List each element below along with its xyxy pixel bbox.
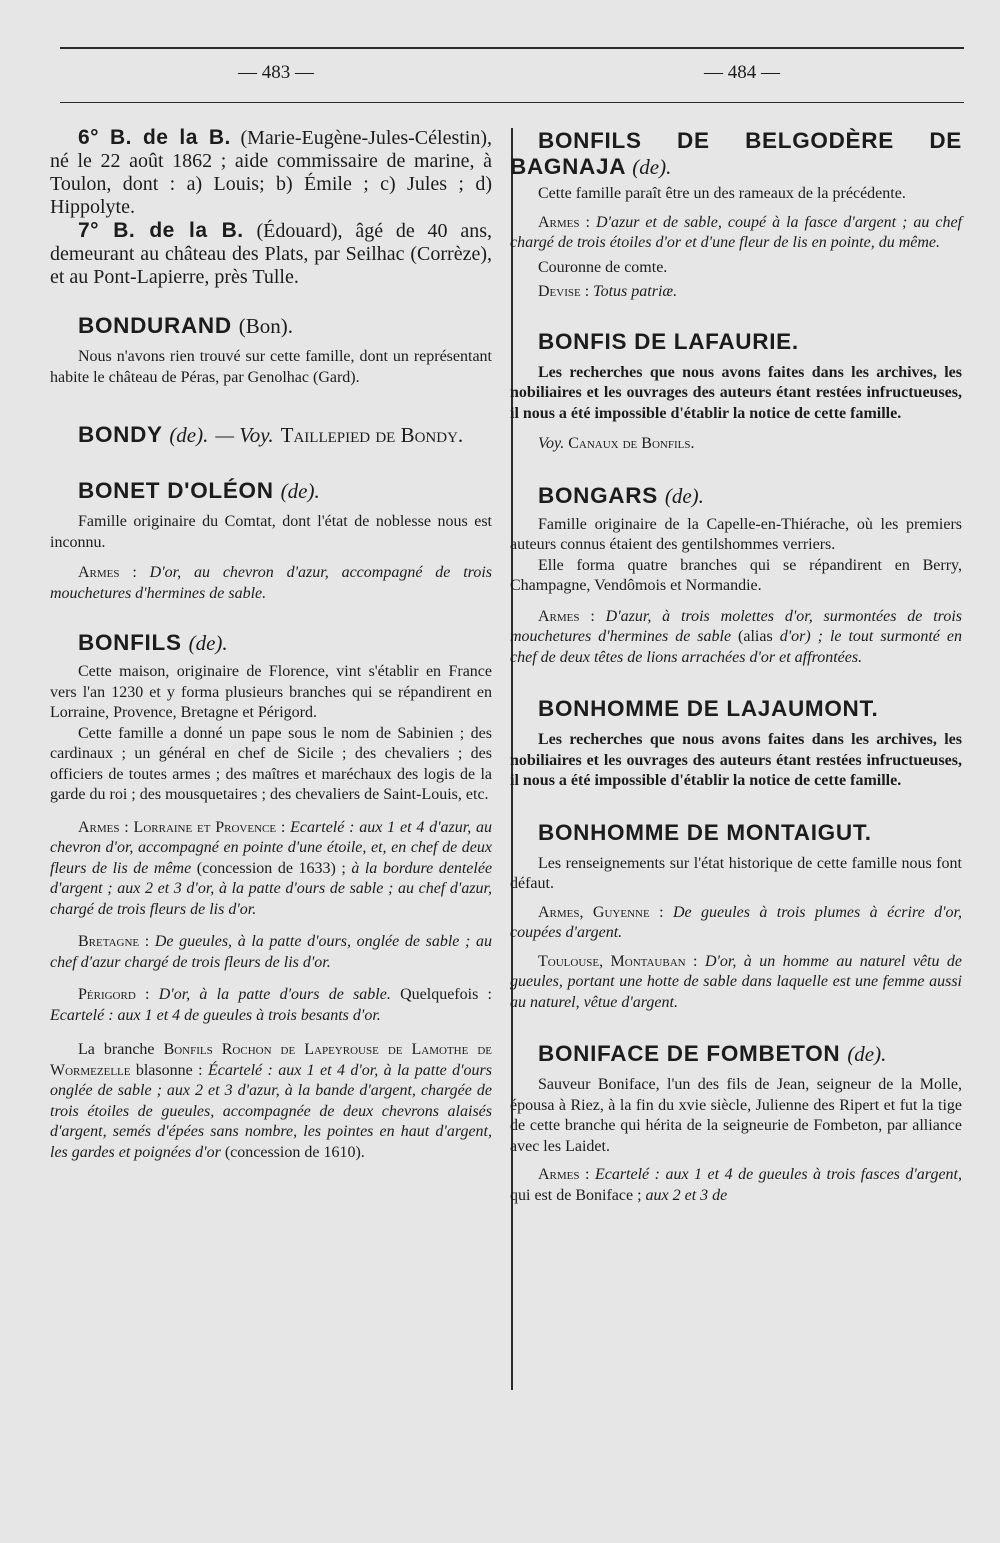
bondy-heading [50, 422, 492, 448]
bondurand-title: (Bon). [238, 314, 293, 338]
bongars-armes [510, 607, 962, 669]
perigord-text-1: D'or, à la patte d'ours de sable. [158, 986, 391, 1003]
left-column [50, 120, 492, 1163]
branche-armes [50, 1040, 492, 1163]
boniface-armes-text-1: Ecartelé : aux 1 et 4 de gueules à trois fasces d'argent, [594, 1166, 962, 1183]
boniface-text: Sauveur Boniface, l'un des fils de Jean, seigneur de la Molle, épousa à Riez, à la fin du xvie siècle, Julienne des Ripert et fut la tige de cette branche qui hérita de la seigneurie de Fombeton, par alliance avec les Laidet. [510, 1076, 962, 1155]
bonfils-name: BONFILS [78, 630, 182, 655]
bonet-name: BONET D'OLÉON [78, 478, 274, 503]
bongars-heading [510, 483, 962, 509]
bondurand-text: Nous n'avons rien trouvé sur cette famille, dont un représentant habite le château de Péras, par Genolhac (Gard). [50, 348, 492, 386]
bonet-heading [50, 478, 492, 504]
bongars-text-1: Famille originaire de la Capelle-en-Thiérache, où les premiers auteurs connus étaient des gentilshommes verriers. [510, 515, 962, 553]
left-page-number: — 483 — [238, 62, 314, 83]
entry-b7-text: (Édouard), âgé de 40 ans, demeurant au château des Plats, par Seilhac (Corrèze), et au Pont-Lapierre, près Tulle. [50, 220, 493, 288]
right-column [510, 120, 962, 1206]
entry-b6-text: (Marie-Eugène-Jules-Célestin), né le 22 août 1862 ; aide commissaire de marine, à Toulon, dont : a) Louis; b) Émile ; c) Jules ; d) Hippolyte. [50, 127, 493, 218]
bondurand-name: BONDURAND [78, 313, 232, 338]
perigord-quelquefois: Quelquefois : [400, 986, 492, 1003]
lafaurie-voy-label: Voy. [538, 435, 565, 452]
bongars-armes-label: Armes : [538, 607, 595, 625]
branche-concession: (concession de 1610). [224, 1143, 365, 1161]
boniface-heading [510, 1041, 962, 1067]
bonet-armes-text: D'or, au chevron d'azur, accompagné de trois mouchetures d'hermines de sable. [50, 564, 492, 602]
lafaurie-voy [510, 434, 962, 455]
bondy-reference: Taillepied de Bondy. [280, 423, 464, 447]
belgodere-particle: (de). [632, 155, 672, 179]
right-page-number: — 484 — [704, 62, 780, 83]
montaigut-armes [510, 903, 962, 944]
branche-text: Écartelé : aux 1 et 4 d'or, à la patte d'ours onglée de sable ; aux 2 et 3 d'azur, à la bande d'argent, chargée de trois étoiles de gueules, accompagnée de deux chevrons alaisés d'argent, semés d'épées sans nombre, les pointes en haut d'argent, les gardes et poignées d'or [50, 1061, 493, 1161]
branche-name: Bonfils Rochon de Lapeyrouse de Lamothe de Wormezelle [50, 1041, 493, 1079]
bretagne-label: Bretagne : [78, 933, 150, 950]
bondy-voy: — Voy. [215, 423, 274, 447]
lafaurie-text: Les recherches que nous avons faites dans les archives, les nobiliaires et les ouvrages des auteurs étant restées infructueuses, il nous a été impossible d'établir la notice de cette famille. [510, 363, 962, 422]
lafaurie-heading: BONFIS DE LAFAURIE. [538, 328, 799, 354]
bonfils-heading [50, 630, 492, 656]
belgodere-devise [510, 282, 962, 303]
perigord-label: Périgord : [78, 986, 150, 1003]
montaigut-armes-text: De gueules à trois plumes à écrire d'or, coupées d'argent. [510, 903, 962, 941]
branche-intro: La branche [78, 1041, 155, 1058]
bongars-text-2: Elle forma quatre branches qui se répandirent en Berry, Champagne, Vendômois et Normandie. [510, 556, 962, 594]
bongars-armes-text-2: d'or) ; le tout surmonté en chef de deux têtes de lions arrachées d'or et affrontées. [510, 628, 962, 666]
bonet-armes-label: Armes : [78, 564, 137, 581]
bonfils-particle: (de). [188, 631, 228, 655]
bonet-particle: (de). [280, 479, 320, 503]
bonfils-armes-text-1: Ecartelé : aux 1 et 4 d'azur, au chevron d'or, accompagné en pointe d'une étoile, et, en chef de deux fleurs de lis de même [50, 818, 493, 877]
entry-b6-heading: 6° B. de la B. [78, 126, 231, 149]
bretagne-armes [50, 932, 492, 973]
boniface-armes [510, 1165, 962, 1206]
bonet-armes [50, 563, 492, 604]
montaigut-heading: BONHOMME DE MONTAIGUT. [538, 819, 872, 845]
belgodere-couronne: Couronne de comte. [538, 258, 668, 276]
boniface-armes-note: qui est de Boniface ; [510, 1186, 642, 1204]
entry-b7 [50, 219, 492, 289]
entry-b7-heading: 7° B. de la B. [78, 219, 244, 242]
entry-b6 [50, 126, 492, 219]
belgodere-armes [510, 213, 962, 254]
lajaumont-text: Les recherches que nous avons faites dans les archives, les nobiliaires et les ouvrages des auteurs étant restées infructueuses, il nous a été impossible d'établir la notice de cette famille. [510, 731, 962, 789]
header-rule [60, 102, 964, 103]
bongars-armes-text-1: D'azur, à trois molettes d'or, surmontées de trois mouchetures d'hermines de sable [510, 607, 962, 645]
montaigut-armes-label: Armes, Guyenne : [538, 903, 664, 921]
belgodere-heading [510, 128, 962, 180]
bonfils-text-2: Cette famille a donné un pape sous le nom de Sabinien ; des cardinaux ; un général en chef de Sicile ; des chevaliers ; des officiers de toutes armes ; des maîtres et maréchaux des logis de la garde du roi ; des mousquetaires ; des chevaliers de Saint-Louis, etc. [50, 724, 492, 803]
bongars-armes-alias: (alias [738, 628, 773, 645]
belgodere-name: BONFILS DE BELGODÈRE DE BAGNAJA [510, 128, 962, 179]
toulouse-armes [510, 952, 962, 1014]
boniface-armes-text-2: aux 2 et 3 de [645, 1186, 728, 1204]
boniface-armes-label: Armes : [538, 1166, 590, 1183]
bonfils-text-1: Cette maison, originaire de Florence, vint s'établir en France vers l'an 1230 et y forma plusieurs branches qui se répandirent en Lorraine, Provence, Bretagne et Périgord. [50, 663, 492, 721]
lafaurie-reference: Canaux de Bonfils. [568, 435, 695, 452]
top-rule [60, 47, 964, 49]
bongars-name: BONGARS [538, 482, 658, 508]
perigord-text-2: Ecartelé : aux 1 et 4 de gueules à trois besants d'or. [50, 1006, 381, 1024]
belgodere-text: Cette famille paraît être un des rameaux de la précédente. [538, 185, 906, 202]
bongars-particle: (de). [664, 483, 704, 508]
bondurand-heading [50, 313, 492, 339]
bonfils-armes-text-2: à la bordure dentelée d'argent ; aux 2 et 3 d'or, à la patte d'ours de sable ; au chef d'azur, chargé de trois fleurs de lis d'or. [50, 859, 493, 918]
boniface-name: BONIFACE DE FOMBETON [538, 1041, 841, 1066]
boniface-particle: (de). [847, 1042, 887, 1066]
bondy-particle: (de). [169, 423, 209, 447]
bonfils-armes-concession: (concession de 1633) ; [196, 859, 346, 877]
bonfils-armes-label: Armes : Lorraine et Provence : [78, 818, 286, 836]
bonet-text: Famille originaire du Comtat, dont l'état de noblesse nous est inconnu. [50, 513, 492, 551]
montaigut-text: Les renseignements sur l'état historique de cette famille nous font défaut. [510, 854, 962, 892]
bretagne-text: De gueules, à la patte d'ours, onglée de sable ; au chef d'azur chargé de trois fleurs de lis d'or. [50, 933, 493, 971]
perigord-armes [50, 985, 492, 1026]
belgodere-armes-text: D'azur et de sable, coupé à la fasce d'argent ; au chef chargé de trois étoiles d'or et d'une fleur de lis en pointe, du même. [510, 213, 963, 251]
toulouse-text: D'or, à un homme au naturel vêtu de gueules, portant une hotte de sable dans laquelle est une femme aussi au naturel, vêtue d'argent. [510, 952, 963, 1011]
bondy-name: BONDY [78, 422, 163, 447]
belgodere-devise-text: Totus patriæ. [593, 283, 678, 300]
toulouse-label: Toulouse, Montauban : [538, 952, 698, 970]
belgodere-armes-label: Armes : [538, 213, 590, 231]
belgodere-devise-label: Devise : [538, 283, 590, 300]
lajaumont-heading: BONHOMME DE LAJAUMONT. [538, 696, 879, 721]
branche-blasonne: blasonne : [135, 1061, 203, 1079]
bonfils-armes [50, 818, 492, 921]
